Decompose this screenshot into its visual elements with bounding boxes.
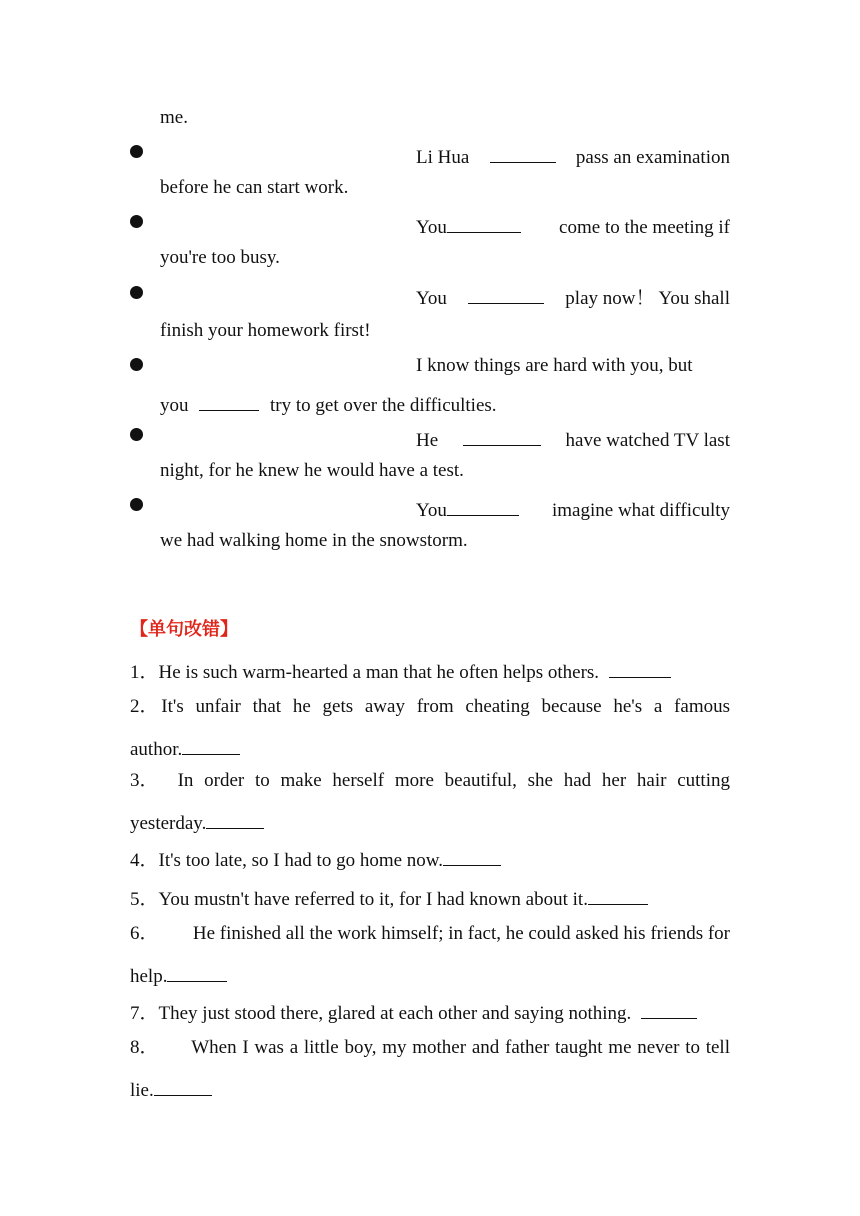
continuation-line: yesterday. bbox=[130, 809, 264, 833]
list-item: 4．It's too late, so I had to go home now. bbox=[130, 846, 501, 870]
answer-blank[interactable] bbox=[447, 496, 519, 516]
section-heading: 【单句改错】 bbox=[130, 619, 238, 640]
continuation-line: we had walking home in the snowstorm. bbox=[160, 530, 468, 551]
bullet-icon bbox=[130, 286, 143, 299]
bullet-icon bbox=[130, 215, 143, 228]
continuation-line: lie. bbox=[130, 1076, 212, 1100]
answer-blank[interactable] bbox=[447, 213, 521, 233]
list-item: 7．They just stood there, glared at each other and saying nothing. bbox=[130, 999, 697, 1023]
bullet-icon bbox=[130, 145, 143, 158]
answer-blank[interactable] bbox=[609, 658, 671, 678]
continuation-line: finish your homework first! bbox=[160, 320, 371, 341]
list-item: 2． It's unfair that he gets away from cheating because he's a famous bbox=[130, 696, 730, 717]
answer-blank[interactable] bbox=[167, 962, 227, 982]
continuation-line: you try to get over the difficulties. bbox=[160, 391, 497, 415]
list-item: 1．He is such warm-hearted a man that he often helps others. bbox=[130, 658, 671, 682]
answer-blank[interactable] bbox=[463, 426, 541, 446]
answer-blank[interactable] bbox=[490, 143, 556, 163]
answer-blank[interactable] bbox=[443, 846, 501, 866]
answer-blank[interactable] bbox=[199, 391, 259, 411]
list-item: He have watched TV last bbox=[416, 426, 730, 450]
bullet-icon bbox=[130, 428, 143, 441]
list-item: 6． He finished all the work himself; in fact, he could asked his friends for bbox=[130, 923, 730, 944]
bullet-icon bbox=[130, 358, 143, 371]
list-item: 3． In order to make herself more beautiful, she had her hair cutting bbox=[130, 770, 730, 791]
continuation-line: help. bbox=[130, 962, 227, 986]
continuation-line: night, for he knew he would have a test. bbox=[160, 460, 464, 481]
list-item: I know things are hard with you, but bbox=[416, 355, 693, 376]
answer-blank[interactable] bbox=[182, 735, 240, 755]
list-item: You come to the meeting if bbox=[416, 213, 730, 237]
bullet-icon bbox=[130, 498, 143, 511]
list-item: Li Hua pass an examination bbox=[416, 143, 730, 167]
continuation-line: author. bbox=[130, 735, 240, 759]
answer-blank[interactable] bbox=[206, 809, 264, 829]
list-item: 8． When I was a little boy, my mother and father taught me never to tell bbox=[130, 1037, 730, 1058]
list-item: You imagine what difficulty bbox=[416, 496, 730, 520]
answer-blank[interactable] bbox=[154, 1076, 212, 1096]
continuation-line: you're too busy. bbox=[160, 247, 280, 268]
list-item: You play now！ You shall bbox=[416, 284, 730, 308]
answer-blank[interactable] bbox=[641, 999, 697, 1019]
continuation-line: before he can start work. bbox=[160, 177, 349, 198]
answer-blank[interactable] bbox=[588, 885, 648, 905]
answer-blank[interactable] bbox=[468, 284, 544, 304]
list-item: 5．You mustn't have referred to it, for I had known about it. bbox=[130, 885, 648, 909]
continuation-line: me. bbox=[160, 107, 188, 128]
